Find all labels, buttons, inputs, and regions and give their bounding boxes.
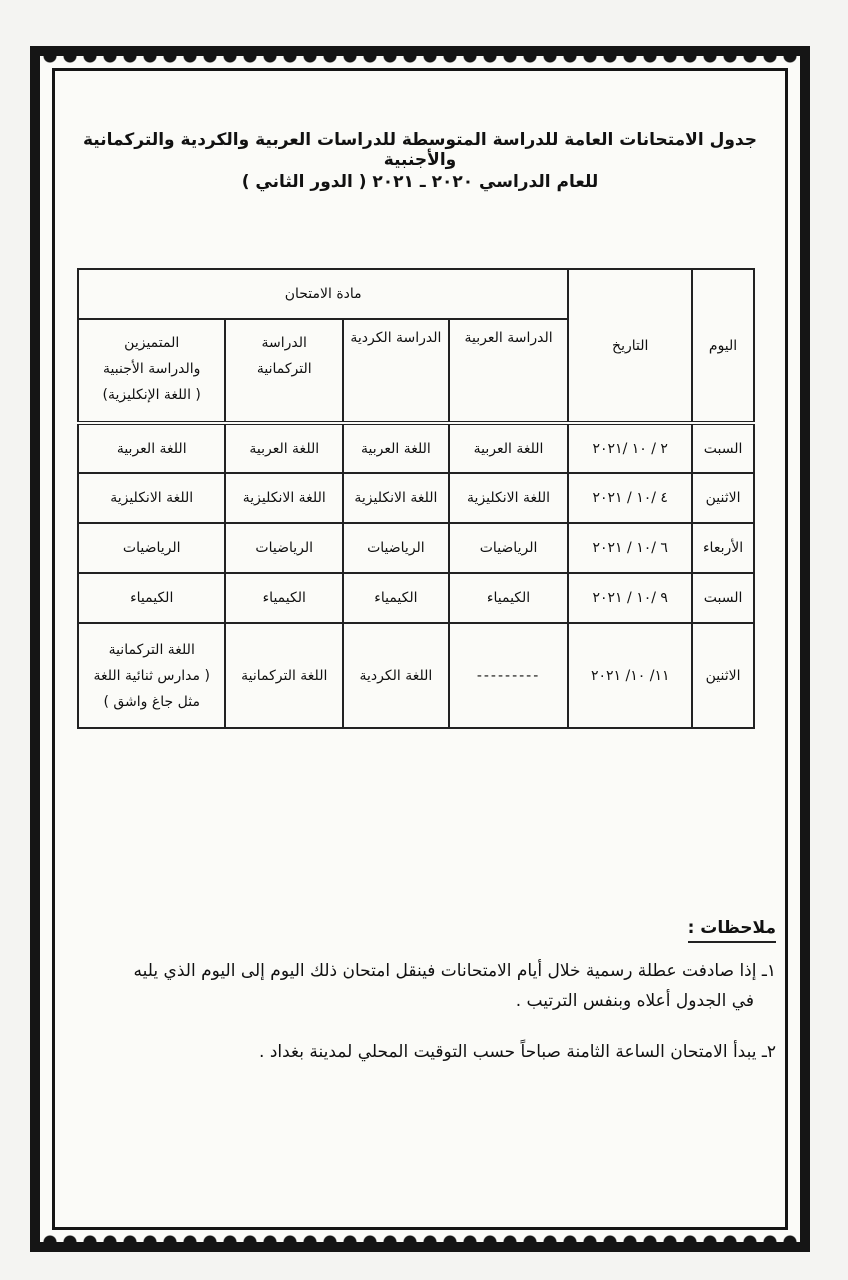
cell-date: ٤ /١٠ / ٢٠٢١ bbox=[568, 473, 692, 523]
cell-foreign-line1: اللغة التركمانية bbox=[108, 641, 195, 658]
cell-date: ٩ /١٠ / ٢٠٢١ bbox=[568, 573, 692, 623]
cell-arabic: الرياضيات bbox=[449, 523, 569, 573]
cell-kurdish: اللغة الانكليزية bbox=[343, 473, 449, 523]
header-turkmen-study bbox=[225, 319, 343, 423]
table-row bbox=[78, 423, 754, 473]
cell-arabic: اللغة العربية bbox=[449, 423, 569, 473]
cell-date: ٢ / ١٠ /٢٠٢١ bbox=[568, 423, 692, 473]
cell-kurdish: اللغة العربية bbox=[343, 423, 449, 473]
cell-foreign bbox=[78, 623, 225, 728]
cell-foreign-line3: مثل جاغ واشق ) bbox=[103, 693, 200, 710]
header-day: اليوم bbox=[692, 269, 754, 423]
table-row bbox=[78, 623, 754, 728]
document-title: جدول الامتحانات العامة للدراسة المتوسطة للدراسات العربية والكردية والتركمانية والأجنبية bbox=[83, 130, 757, 170]
header-kurdish-study: الدراسة الكردية bbox=[343, 319, 449, 423]
cell-turkmen: اللغة التركمانية bbox=[225, 623, 343, 728]
cell-foreign: الكيمياء bbox=[78, 573, 225, 623]
table-row bbox=[78, 523, 754, 573]
cell-turkmen: اللغة العربية bbox=[225, 423, 343, 473]
document-subtitle: للعام الدراسي ٢٠٢٠ ـ ٢٠٢١ ( الدور الثاني ) bbox=[241, 172, 599, 192]
cell-foreign: اللغة العربية bbox=[78, 423, 225, 473]
cell-arabic: اللغة الانكليزية bbox=[449, 473, 569, 523]
cell-turkmen: الكيمياء bbox=[225, 573, 343, 623]
table-row bbox=[78, 573, 754, 623]
notes-heading bbox=[80, 918, 776, 938]
cell-day: الاثنين bbox=[692, 473, 754, 523]
header-arabic-study: الدراسة العربية bbox=[449, 319, 569, 423]
cell-date: ٦ /١٠ / ٢٠٢١ bbox=[568, 523, 692, 573]
header-subject: مادة الامتحان bbox=[78, 269, 568, 319]
cell-foreign-line2: ( مدارس ثنائية اللغة bbox=[93, 667, 210, 684]
note-1 bbox=[80, 956, 776, 1016]
cell-arabic: الكيمياء bbox=[449, 573, 569, 623]
cell-turkmen: الرياضيات bbox=[225, 523, 343, 573]
header-foreign-study bbox=[78, 319, 225, 423]
cell-turkmen: اللغة الانكليزية bbox=[225, 473, 343, 523]
header-foreign-line2: والدراسة الأجنبية bbox=[103, 361, 201, 377]
note-1-line2: في الجدول أعلاه وبنفس الترتيب . bbox=[515, 991, 754, 1011]
cell-kurdish: اللغة الكردية bbox=[343, 623, 449, 728]
header-turkmen-line2: التركمانية bbox=[256, 361, 312, 377]
cell-day: الأربعاء bbox=[692, 523, 754, 573]
cell-day: الاثنين bbox=[692, 623, 754, 728]
header-foreign-line3: ( اللغة الإنكليزية) bbox=[102, 387, 201, 403]
cell-day: السبت bbox=[692, 573, 754, 623]
note-1-line1: ١ـ إذا صادفت عطلة رسمية خلال أيام الامتحانات فينقل امتحان ذلك اليوم إلى اليوم الذي يليه bbox=[133, 961, 776, 981]
table-row bbox=[78, 473, 754, 523]
cell-date: ١١/ ١٠/ ٢٠٢١ bbox=[568, 623, 692, 728]
cell-day: السبت bbox=[692, 423, 754, 473]
header-turkmen-line1: الدراسة bbox=[261, 335, 307, 351]
header-foreign-line1: المتميزين bbox=[124, 335, 180, 351]
cell-kurdish: الكيمياء bbox=[343, 573, 449, 623]
cell-foreign: اللغة الانكليزية bbox=[78, 473, 225, 523]
notes-heading-text: ملاحظات : bbox=[688, 918, 776, 943]
exam-schedule-table bbox=[77, 268, 755, 729]
cell-arabic: --------- bbox=[449, 623, 569, 728]
note-2: ٢ـ يبدأ الامتحان الساعة الثامنة صباحاً حسب التوقيت المحلي لمدينة بغداد . bbox=[259, 1042, 776, 1062]
cell-kurdish: الرياضيات bbox=[343, 523, 449, 573]
header-date: التاريخ bbox=[568, 269, 692, 423]
cell-foreign: الرياضيات bbox=[78, 523, 225, 573]
